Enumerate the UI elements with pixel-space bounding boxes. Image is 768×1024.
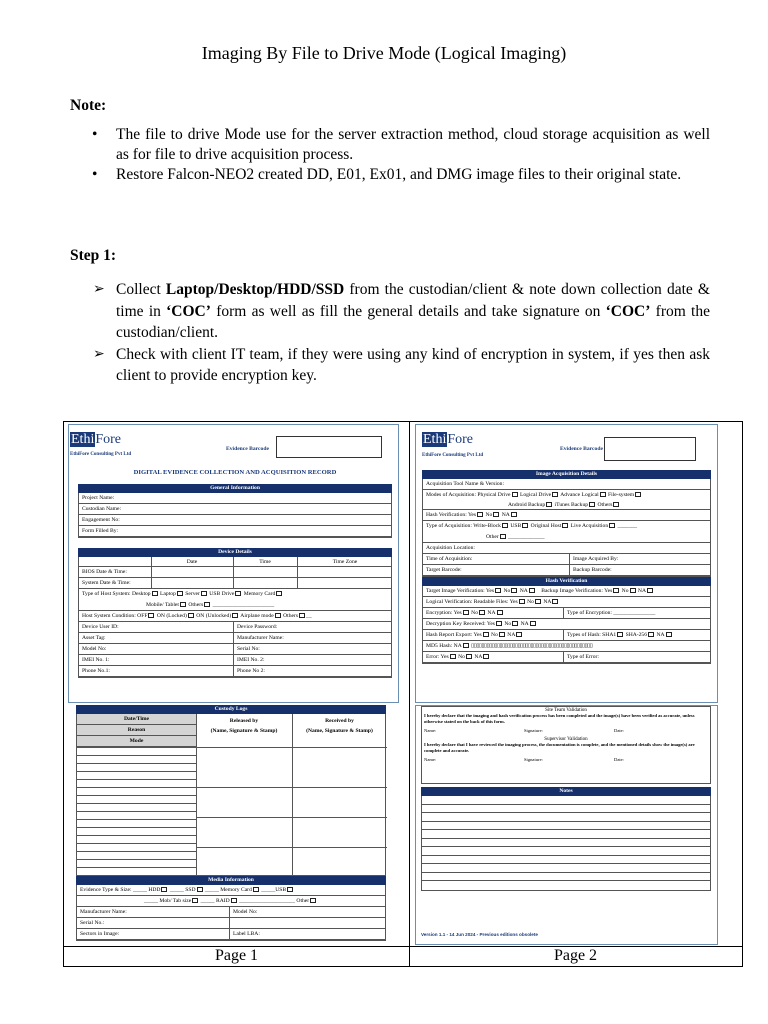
supervisor-declaration: I hereby declare that I have reviewed the imaging process, the documentation is complete, and the mentioned details show the image(s) are complete and accurate. [424, 742, 695, 753]
form-row: Modes of Acquisition: Physical Drive Logical Drive Advance Logical File-system Android Backup iTunes Backup Others [423, 490, 710, 510]
arrow-bullet-icon: ➢ [93, 346, 105, 362]
form-row: Model No: Serial No: [79, 644, 391, 655]
name-label: Name: [424, 728, 437, 733]
signature-label: Signature: [524, 728, 543, 733]
form-row: Asset Tag: Manufacturer Name: [79, 633, 391, 644]
page1-caption: Page 1 [214, 947, 259, 964]
col-header: Mode [77, 736, 196, 747]
form-row: BIOS Date & Time: [79, 567, 391, 578]
page-title: Imaging By File to Drive Mode (Logical Imaging) [201, 43, 567, 63]
divider [409, 422, 410, 967]
company-name: EthiFore Consulting Pvt Ltd [422, 453, 484, 458]
list-item [70, 279, 710, 344]
col-header: Reason [77, 725, 196, 736]
note-heading: Note: [70, 97, 107, 114]
step1-heading: Step 1: [70, 247, 117, 264]
note-list [70, 125, 710, 185]
barcode-box [276, 436, 382, 458]
step1-item-2: Check with client IT team, if they were using any kind of encryption in system, if yes then ask client to provide encryption key. [116, 345, 710, 384]
step1-text: Collect [116, 281, 166, 298]
step1-coc: ‘COC’ [605, 302, 651, 320]
col-header: (Name, Signature & Stamp) [210, 728, 278, 734]
notes-section [421, 787, 711, 891]
company-name: EthiFore Consulting Pvt Ltd [70, 452, 132, 457]
form-row: System Date & Time: [79, 578, 391, 589]
bullet-icon: • [92, 166, 98, 183]
form-row: Acquisition Tool Name & Version: [423, 479, 710, 490]
form-row: Logical Verification: Readable Files: Yes No NA [423, 597, 710, 608]
form-row: Hash Report Export: Yes No NA Types of Hash: SHA1 SHA-256 NA [423, 630, 710, 641]
form-row: Type of Acquisition: Write-Block USB Original Host Live Acquisition _______ Other _____________ [423, 521, 710, 543]
form-row: Phone No.1: Phone No 2: [79, 666, 391, 677]
site-validation-title: Site Team Validation [545, 708, 587, 713]
barcode-box [604, 437, 696, 461]
col-header: Received by [325, 718, 354, 724]
form-row: Time of Acquisition: Image Acquired By: [423, 554, 710, 565]
validation-form [421, 706, 711, 942]
media-row: _____ Mob/ Tab size _____ RAID ____________________ Other [77, 896, 385, 907]
general-info-section [78, 484, 392, 538]
step1-text: from the custodian/client & note down collection date & time in [116, 281, 710, 320]
barcode-label: Evidence Barcode [560, 446, 603, 452]
step1-list [70, 279, 710, 387]
form-row: Decryption Key Received: Yes No NA [423, 619, 710, 630]
step1-devices: Laptop/Desktop/HDD/SSD [165, 281, 345, 298]
date-label: Date: [614, 757, 624, 762]
signature-label: Signature: [524, 757, 543, 762]
form-row: Sectors in Image: Label LBA: [77, 929, 385, 940]
form-row: Target Image Verification: Yes No NA Backup Image Verification: Yes No NA [423, 586, 710, 597]
section-header: Custody Logs [76, 705, 386, 714]
form-row: IMEI No. 1: IMEI No. 2: [79, 655, 391, 666]
version-footer: Version 1.1 - 14 Jun 2024 - Previous editions obsolete [421, 932, 538, 937]
form-row: Error: Yes No NA Type of Error: [423, 652, 710, 663]
form-row: Form Filled By: [79, 526, 391, 537]
col-header: Released by [229, 718, 259, 724]
form-row: Encryption: Yes No NA Type of Encryption: _______________ [423, 608, 710, 619]
form-preview-frame [63, 421, 743, 967]
company-logo: EthiFore [423, 432, 474, 447]
form-row: Acquisition Location: [423, 543, 710, 554]
col-header: Time Zone [332, 559, 358, 565]
form-row: Project Name: [79, 493, 391, 504]
list-item [70, 165, 710, 185]
form-row: Manufacturer Name: Model No: [77, 907, 385, 918]
step1-coc: ‘COC’ [166, 302, 211, 320]
name-label: Name: [424, 757, 437, 762]
host-condition-row: Host System Condition: OFF ON (Locked) ON (Unlocked) Airplane mode Others __ [79, 611, 391, 622]
col-header: Date/Time [77, 714, 196, 725]
form-row: Serial No.: [77, 918, 385, 929]
col-header: (Name, Signature & Stamp) [306, 728, 373, 734]
section-header: General Information [78, 484, 392, 493]
list-item [70, 344, 710, 387]
image-acq-section [422, 470, 711, 664]
page2-caption: Page 2 [553, 947, 598, 964]
host-type-row: Type of Host System: Desktop Laptop Server USB Drive Memory Card Mobile/ Tablet Others ______________________ [79, 589, 391, 611]
note-bullet-1: The file to drive Mode use for the server extraction method, cloud storage acquisition as well as for file to drive acquisition process. [116, 126, 710, 163]
form-row: Device User ID: Device Password: [79, 622, 391, 633]
page2-form [422, 426, 714, 702]
step1-text: form as well as fill the general details and take signature on [210, 302, 606, 320]
form-row: MD5 Hash: NA ▯▯▯▯▯▯▯▯▯▯▯▯▯▯▯▯▯▯▯▯▯▯▯▯▯▯▯▯▯▯▯▯▯▯▯▯▯▯▯▯▯▯▯▯▯▯▯ [423, 641, 710, 652]
form-row: Hash Verification: Yes No NA [423, 510, 710, 521]
form-row: Engagement No: [79, 515, 391, 526]
form-title: DIGITAL EVIDENCE COLLECTION AND ACQUISITION RECORD [133, 469, 337, 476]
section-header: Notes [421, 787, 711, 796]
page1-form [70, 426, 400, 702]
company-logo: EthiFore [71, 432, 122, 447]
section-header: Device Details [78, 548, 392, 557]
section-header: Media Information [76, 876, 386, 885]
site-declaration: I hereby declare that the imaging and hash verification process has been completed and the image(s) have been verified as accurate, unless otherwise stated on the back of this form. [424, 713, 695, 724]
section-header: Hash Verification [422, 577, 711, 586]
note-bullet-2: Restore Falcon-NEO2 created DD, E01, Ex01, and DMG image files to their original state. [116, 166, 682, 183]
media-row: Evidence Type & Size: _____ HDD _____ SSD _____ Memory Card _____USB [77, 885, 385, 896]
bullet-icon: • [92, 126, 98, 143]
form-row: Target Barcode: Backup Barcode: [423, 565, 710, 576]
arrow-bullet-icon: ➢ [93, 282, 105, 297]
supervisor-validation-title: Supervisor Validation [544, 737, 588, 742]
form-row: Custodian Name: [79, 504, 391, 515]
section-header: Image Acquisition Details [422, 470, 711, 479]
device-details-section [78, 548, 392, 678]
col-header: Time [259, 559, 271, 565]
col-header: Date [186, 559, 198, 565]
step1-text: from the custodian/client. [116, 302, 710, 341]
list-item [70, 125, 710, 165]
custody-form [76, 705, 386, 945]
date-label: Date: [614, 728, 624, 733]
barcode-label: Evidence Barcode [226, 446, 269, 452]
